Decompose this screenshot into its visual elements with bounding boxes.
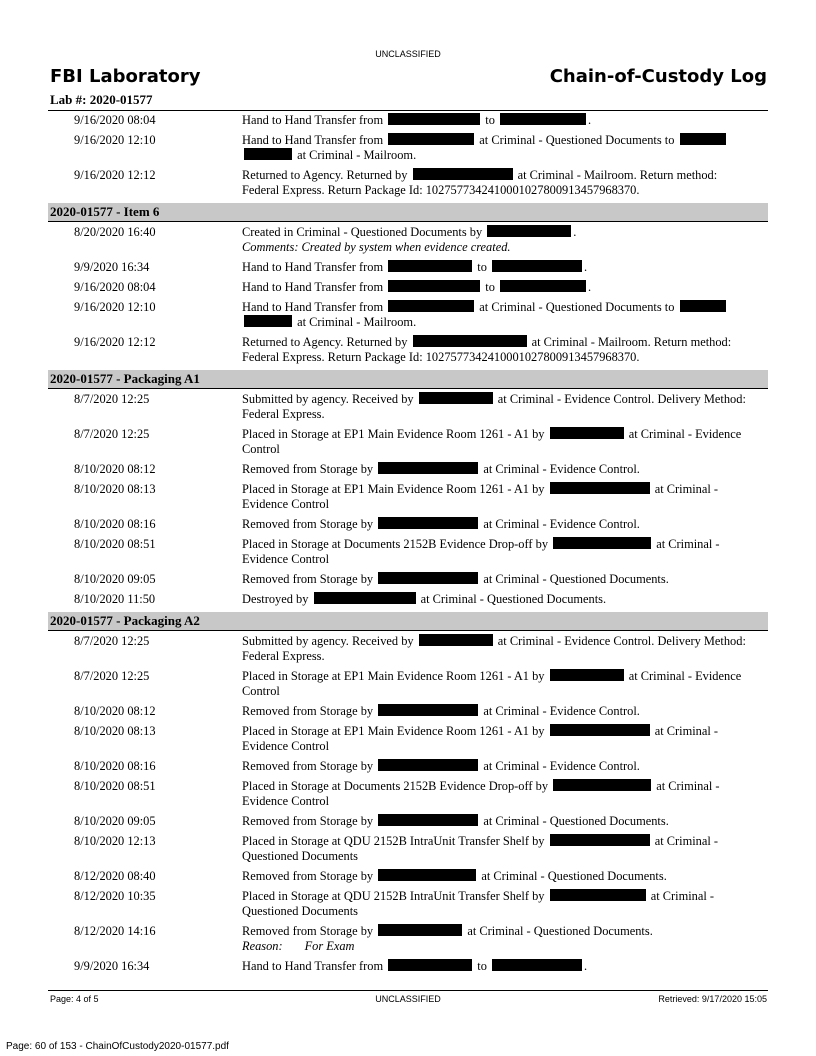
entry-text: at Criminal - Evidence Control [242,724,719,753]
entry-datetime: 8/10/2020 08:16 [74,759,156,773]
entry-text: Submitted by agency. Received by [242,392,417,406]
log-entry [48,572,768,592]
entry-text: Placed in Storage at QDU 2152B IntraUnit Transfer Shelf by [242,889,548,903]
log-entry [48,869,768,889]
entry-datetime: 8/10/2020 12:13 [74,834,156,848]
redaction-box [553,537,651,549]
entry-text: Removed from Storage by [242,462,377,476]
redaction-box [388,959,472,971]
log-entry [48,482,768,517]
log-entry [48,225,768,260]
entry-description [242,834,756,864]
entry-datetime: 8/10/2020 08:13 [74,482,156,496]
org-title: FBI Laboratory [50,66,201,87]
entry-description [242,779,756,809]
entry-datetime: 8/10/2020 09:05 [74,814,156,828]
entry-description [242,572,756,587]
redaction-box [244,148,292,160]
entry-text: at Criminal - Questioned Documents to [476,133,678,147]
entry-datetime: 8/12/2020 10:35 [74,889,156,903]
entry-text: at Criminal - Evidence Control [242,537,720,566]
entry-datetime: 8/7/2020 12:25 [74,634,150,648]
entry-text: at Criminal - Evidence Control. [480,462,640,476]
redaction-box [492,959,582,971]
entry-description [242,260,756,275]
entry-text: at Criminal - Evidence Control [242,669,742,698]
entry-description [242,537,756,567]
redaction-box [419,392,493,404]
entry-datetime: 8/7/2020 12:25 [74,392,150,406]
entry-description [242,113,756,128]
entry-datetime: 9/16/2020 08:04 [74,280,156,294]
entry-datetime: 8/10/2020 08:13 [74,724,156,738]
redaction-box [550,889,646,901]
redaction-box [378,704,478,716]
log-entry [48,462,768,482]
entry-text: at Criminal - Questioned Documents. [480,814,669,828]
redaction-box [550,427,624,439]
entry-datetime: 9/16/2020 12:12 [74,168,156,182]
entry-text: . [588,280,592,294]
entry-text: at Criminal - Questioned Documents [242,889,715,918]
redaction-box [487,225,571,237]
entry-text: at Criminal - Questioned Documents. [464,924,653,938]
entry-description [242,669,756,699]
entry-description [242,300,756,330]
section-header: 2020-01577 - Packaging A2 [48,612,768,631]
entry-text: at Criminal - Evidence Control [242,427,742,456]
entry-text: Returned to Agency. Returned by [242,168,411,182]
redaction-box [550,834,650,846]
entry-text: Hand to Hand Transfer from [242,133,387,147]
entry-text: at Criminal - Mailroom. [294,315,417,329]
log-entry [48,133,768,168]
entry-text: at Criminal - Evidence Control [242,779,720,808]
log-entry [48,724,768,759]
entry-description [242,392,756,422]
redaction-box [388,133,474,145]
entry-text: Placed in Storage at EP1 Main Evidence Room 1261 - A1 by [242,482,548,496]
log-entry [48,427,768,462]
entry-text: . [584,959,588,973]
entry-description [242,814,756,829]
reason-value: For Exam [304,939,355,953]
entry-datetime: 8/10/2020 11:50 [74,592,156,606]
entry-text: at Criminal - Questioned Documents. [480,572,669,586]
entry-text: Removed from Storage by [242,814,377,828]
entry-datetime: 8/12/2020 08:40 [74,869,156,883]
entry-description [242,133,756,163]
redaction-box [388,300,474,312]
entry-description [242,427,756,457]
entry-datetime: 9/16/2020 12:10 [74,300,156,314]
entry-text: Submitted by agency. Received by [242,634,417,648]
footer-page: Page: 4 of 5 [50,994,99,1004]
entry-text: at Criminal - Questioned Documents. [417,592,607,606]
entry-text: at Criminal - Evidence Control. Delivery Method: Federal Express. [242,634,746,663]
entry-text: . [573,225,577,239]
entry-description [242,225,756,255]
redaction-box [413,168,513,180]
entry-datetime: 9/16/2020 08:04 [74,113,156,127]
entry-datetime: 9/16/2020 12:10 [74,133,156,147]
entry-description [242,634,756,664]
entry-text: Placed in Storage at EP1 Main Evidence Room 1261 - A1 by [242,724,548,738]
entry-description [242,462,756,477]
entry-text: Removed from Storage by [242,572,377,586]
log-entry [48,959,768,979]
entry-text: at Criminal - Evidence Control [242,482,719,511]
entry-text: Placed in Storage at Documents 2152B Evidence Drop-off by [242,779,552,793]
entry-description [242,704,756,719]
entry-text: at Criminal - Evidence Control. [480,517,640,531]
entry-text: Created in Criminal - Questioned Documents by [242,225,486,239]
log-title: Chain-of-Custody Log [549,66,767,87]
entry-text: at Criminal - Mailroom. [294,148,417,162]
entry-text: Removed from Storage by [242,869,377,883]
redaction-box [550,724,650,736]
entry-description [242,168,756,198]
entry-datetime: 8/7/2020 12:25 [74,669,150,683]
redaction-box [500,113,586,125]
log-entry [48,168,768,203]
entry-text: Returned to Agency. Returned by [242,335,411,349]
entry-text: Removed from Storage by [242,517,377,531]
entry-text: Destroyed by [242,592,312,606]
redaction-box [388,113,480,125]
entry-description [242,335,756,365]
entry-description [242,869,756,884]
redaction-box [388,280,480,292]
entry-text: . [588,113,592,127]
entry-datetime: 9/9/2020 16:34 [74,260,150,274]
entry-text: Placed in Storage at EP1 Main Evidence Room 1261 - A1 by [242,669,548,683]
entry-datetime: 8/20/2020 16:40 [74,225,156,239]
log-entry [48,834,768,869]
entry-text: at Criminal - Questioned Documents. [478,869,667,883]
log-entry [48,704,768,724]
entry-description [242,759,756,774]
entry-datetime: 9/16/2020 12:12 [74,335,156,349]
entry-description [242,959,756,974]
entry-text: Removed from Storage by [242,924,377,938]
redaction-box [550,482,650,494]
log-entry [48,779,768,814]
entry-description [242,592,756,607]
log-entry [48,634,768,669]
log-entry [48,669,768,704]
entry-description [242,924,756,954]
pdf-page-note: Page: 60 of 153 - ChainOfCustody2020-01577.pdf [6,1041,229,1052]
entry-text: at Criminal - Evidence Control. [480,759,640,773]
entry-datetime: 8/10/2020 08:51 [74,537,156,551]
entry-description [242,482,756,512]
entry-text: at Criminal - Questioned Documents [242,834,719,863]
entry-description [242,724,756,754]
redaction-box [500,280,586,292]
reason-label: Reason: [242,939,283,953]
redaction-box [680,300,726,312]
entry-text: at Criminal - Evidence Control. Delivery Method: Federal Express. [242,392,746,421]
entry-text: at Criminal - Mailroom. Return method: Federal Express. Return Package Id: 1027577342410001027800913457968370. [242,168,718,197]
entry-text: at Criminal - Mailroom. Return method: Federal Express. Return Package Id: 1027577342410001027800913457968370. [242,335,732,364]
redaction-box [550,669,624,681]
log-entry [48,814,768,834]
footer-rule [48,990,768,991]
entry-datetime: 9/9/2020 16:34 [74,959,150,973]
log-entry [48,759,768,779]
entry-text: Hand to Hand Transfer from [242,113,387,127]
entry-text: Hand to Hand Transfer from [242,300,387,314]
section-header: 2020-01577 - Item 6 [48,203,768,222]
entry-datetime: 8/10/2020 09:05 [74,572,156,586]
entry-text: at Criminal - Questioned Documents to [476,300,678,314]
log-entry [48,537,768,572]
redaction-box [378,814,478,826]
redaction-box [553,779,651,791]
entry-text: to [474,260,491,274]
log-entry [48,113,768,133]
redaction-box [680,133,726,145]
redaction-box [388,260,472,272]
section-header: 2020-01577 - Packaging A1 [48,370,768,389]
entry-datetime: 8/10/2020 08:12 [74,462,156,476]
header-rule [48,110,768,111]
entry-text: Hand to Hand Transfer from [242,260,387,274]
entry-reason [242,939,756,954]
entry-text: . [584,260,588,274]
entry-comment: Comments: Created by system when evidence created. [242,240,511,254]
redaction-box [378,462,478,474]
redaction-box [378,572,478,584]
entry-text: Hand to Hand Transfer from [242,959,387,973]
footer-retrieved: Retrieved: 9/17/2020 15:05 [658,994,767,1004]
entry-description [242,889,756,919]
top-classification: UNCLASSIFIED [375,49,441,59]
log-entry [48,335,768,370]
entry-datetime: 8/7/2020 12:25 [74,427,150,441]
log-entry [48,924,768,959]
entry-text: to [474,959,491,973]
log-entry [48,889,768,924]
log-entry [48,517,768,537]
entry-text: at Criminal - Evidence Control. [480,704,640,718]
redaction-box [378,869,476,881]
entry-description [242,517,756,532]
entry-datetime: 8/12/2020 14:16 [74,924,156,938]
lab-number: Lab #: 2020-01577 [50,92,153,107]
log-entry [48,300,768,335]
redaction-box [413,335,527,347]
entry-text: to [482,280,499,294]
redaction-box [378,517,478,529]
entry-text: Placed in Storage at Documents 2152B Evidence Drop-off by [242,537,552,551]
entry-description [242,280,756,295]
entry-text: Removed from Storage by [242,759,377,773]
entry-text: Removed from Storage by [242,704,377,718]
log-entry [48,260,768,280]
log-entry [48,392,768,427]
entry-datetime: 8/10/2020 08:16 [74,517,156,531]
redaction-box [244,315,292,327]
log-entry [48,280,768,300]
entry-text: to [482,113,499,127]
redaction-box [378,759,478,771]
redaction-box [314,592,416,604]
footer-classification: UNCLASSIFIED [375,994,441,1004]
entry-text: Hand to Hand Transfer from [242,280,387,294]
entry-text: Placed in Storage at QDU 2152B IntraUnit Transfer Shelf by [242,834,548,848]
entry-text: Placed in Storage at EP1 Main Evidence Room 1261 - A1 by [242,427,548,441]
entry-datetime: 8/10/2020 08:51 [74,779,156,793]
redaction-box [419,634,493,646]
log-entry [48,592,768,612]
redaction-box [378,924,462,936]
log-content [48,113,768,979]
entry-datetime: 8/10/2020 08:12 [74,704,156,718]
redaction-box [492,260,582,272]
